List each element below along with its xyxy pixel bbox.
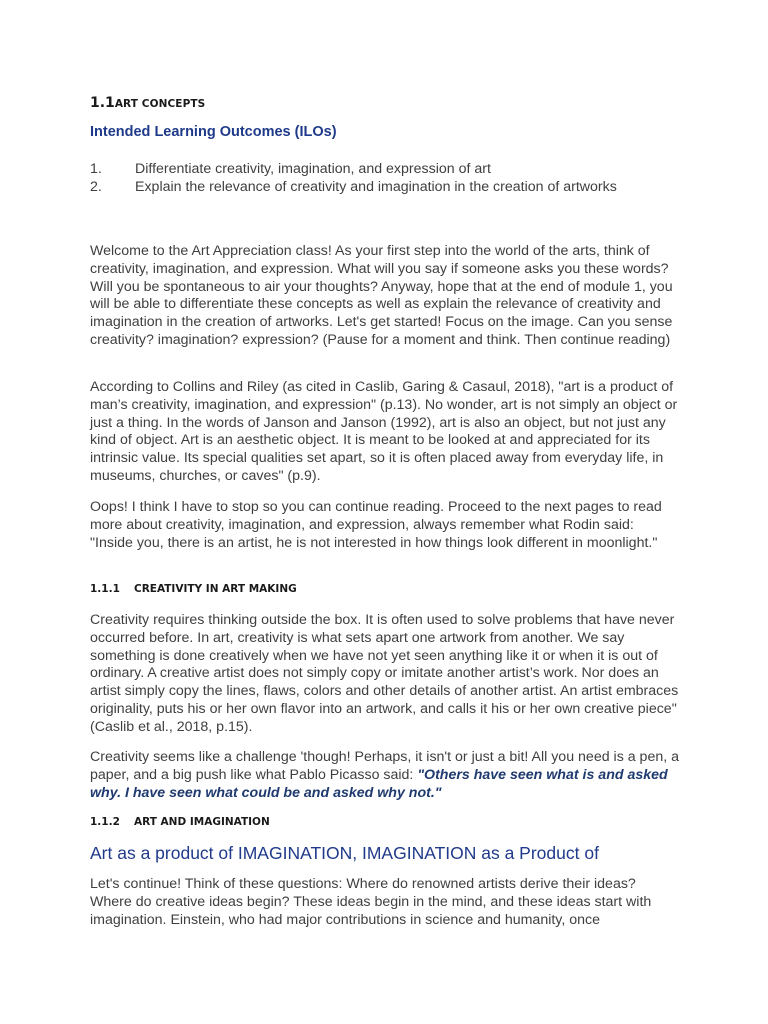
- subsection-number: 1.1.1: [90, 583, 120, 595]
- oops-paragraph: Oops! I think I have to stop so you can continue reading. Proceed to the next pages to read more about creativity, imagination, and expression, always remember what Rodin said: "Inside you, there is an artist, he is not interested in how things look different in moonlight.": [90, 499, 662, 551]
- section-number: 1.1: [90, 95, 115, 111]
- subsection-title: CREATIVITY IN ART MAKING: [134, 583, 297, 595]
- subsection-number: 1.1.2: [90, 816, 120, 828]
- welcome-paragraph: Welcome to the Art Appreciation class! As your first step into the world of the arts, think of creativity, imagination, and expression. What will you say if someone asks you these words? Will you be spontaneous to air your thoughts? Anyway, hope that at the end of module 1, you will be able to differentiate these concepts as well as explain the relevance of creativity and imagination in the creation of artworks. Let's get started! Focus on the image. Can you sense creativity? imagination? expression? (Pause for a moment and think. Then continue reading): [90, 243, 673, 348]
- list-item: [90, 161, 680, 179]
- ilo-heading: Intended Learning Outcomes (ILOs): [90, 124, 337, 140]
- creativity-paragraph: Creativity requires thinking outside the box. It is often used to solve problems that have never occurred before. In art, creativity is what sets apart one artwork from another. We say something is done creatively when we have not yet seen anything like it or when it is out of ordinary. A creative artist does not simply copy or imitate another artist’s work. Nor does an artist simply copy the lines, flaws, colors and other details of another artist. An artist embraces originality, puts his or her own flavor into an artwork, and calls it his or her own creative piece" (Caslib et al., 2018, p.15).: [90, 612, 679, 735]
- challenge-text: Creativity seems like a challenge 'though! Perhaps, it isn't or just a bit! All you need is a pen, a paper, and a big push like what Pablo Picasso said:: [90, 749, 680, 783]
- subsection-heading-creativity: [90, 583, 680, 595]
- picasso-quote: "Others have seen what is and asked why. I have seen what could be and asked why not.": [90, 766, 668, 801]
- section-title: ART CONCEPTS: [114, 98, 206, 110]
- list-item-number: 1.: [90, 161, 102, 177]
- section-heading: [90, 94, 680, 112]
- collins-paragraph: According to Collins and Riley (as cited in Caslib, Garing & Casaul, 2018), "art is a product of man’s creativity, imagination, and expression" (p.13). No wonder, art is not simply an object or just a thing. In the words of Janson and Janson (1992), art is also an object, but not just any kind of object. Art is an aesthetic object. It is meant to be looked at and appreciated for its intrinsic value. Its special qualities set apart, so it is often placed away from everyday life, in museums, churches, or caves" (p.9).: [90, 379, 678, 484]
- continue-paragraph: Let's continue! Think of these questions: Where do renowned artists derive their ideas? Where do creative ideas begin? These ideas begin in the mind, and these ideas start with imagination. Einstein, who had major contributions in science and humanity, once: [90, 876, 652, 928]
- list-item: [90, 179, 680, 197]
- challenge-paragraph: [90, 749, 680, 802]
- imagination-heading: Art as a product of IMAGINATION, IMAGINATION as a Product of: [90, 843, 599, 863]
- ilo-list: [90, 161, 680, 196]
- list-item-text: Explain the relevance of creativity and imagination in the creation of artworks: [135, 178, 617, 195]
- subsection-title: ART AND IMAGINATION: [134, 816, 270, 828]
- subsection-heading-imagination: [90, 816, 680, 828]
- list-item-text: Differentiate creativity, imagination, and expression of art: [135, 161, 491, 177]
- list-item-number: 2.: [90, 178, 102, 195]
